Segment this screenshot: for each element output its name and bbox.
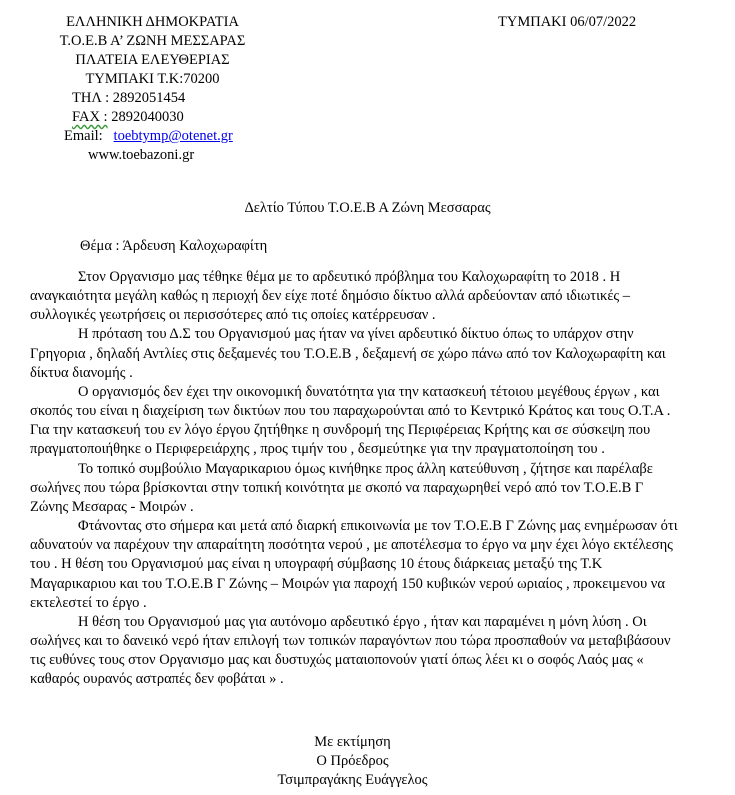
signature-name: Τσιμπραγάκης Ευάγγελος — [277, 772, 428, 788]
fax-label: FAX : — [72, 109, 108, 125]
paragraph: Το τοπικό συμβούλιο Μαγαρικαριου όμως κινήθηκε προς άλλη κατεύθυνση , ζήτησε και παρέλαβε σωλήνες που τώρα βρίσκονται στην τοπική κοινότητα με σκοπό να παραχωρηθεί νερό από τον Τ.Ο.Ε.Β Γ Ζώνης Μεσαρας - Μοιρών . — [30, 460, 653, 515]
letterhead-email — [64, 127, 233, 146]
paragraph: Ο οργανισμός δεν έχει την οικονομική δυνατότητα για την κατασκευή τέτοιου μεγέθους έργων , και σκοπός του είναι η διαχείριση των δικτύων που του παραχωρούνται από το Κεντρικό Κράτος και τους Ο.Τ.Α . Για την κατασκευή του εν λόγο έργου ζητήθηκε η συνδρομή της Περιφέρειας Κρήτης και σε σύσκεψη που πραγματοποιήθηκε ο Περιφερειάρχης , προς τιμήν του , δεσμεύτηκε για την πραγματοποίηση του . — [30, 383, 671, 458]
letterhead-address: ΠΛΑΤΕΙΑ ΕΛΕΥΘΕΡΙΑΣ — [75, 52, 230, 68]
press-release-title: Δελτίο Τύπου Τ.Ο.Ε.Β Α Ζώνη Μεσσαρας — [244, 200, 491, 216]
place-and-date: ΤΥΜΠΑΚΙ 06/07/2022 — [498, 14, 637, 30]
phone-label: ΤΗΛ — [72, 90, 102, 106]
signature-role: Ο Πρόεδρος — [316, 753, 389, 769]
document-body — [30, 268, 680, 689]
letterhead-republic: ΕΛΛΗΝΙΚΗ ΔΗΜΟΚΡΑΤΙΑ — [66, 14, 239, 30]
paragraph: Φτάνοντας στο σήμερα και μετά από διαρκή επικοινωνία με τον Τ.Ο.Ε.Β Γ Ζώνης μας ενημέρωσαν ότι αδυνατούν να παρέχουν την απαραίτητη ποσότητα νερού , με αποτέλεσμα το έργο να μην έχει λόγο εκτέλεσης του . Η θέση του Οργανισμού μας είναι η υπογραφή σύμβασης 10 έτους διάρκειας μεταξύ της Τ.Κ Μαγαρικαριου και του Τ.Ο.Ε.Β Γ Ζώνης – Μοιρών για παροχή 150 κυβικών νερού ωριαίος , προκειμενου να εκτελεστεί το έργο . — [30, 518, 678, 611]
paragraph: Η πρόταση του Δ.Σ του Οργανισμού μας ήταν να γίνει αρδευτικό δίκτυο όπως το υπάρχον στην Γρηγορια , δηλαδή Αντλίες στις δεξαμενές του Τ.Ο.Ε.Β , δεξαμενή σε χώρο πάνω από τον Καλοχωραφίτη και δίκτυα διανομής . — [30, 326, 666, 381]
signature-closing: Με εκτίμηση — [314, 734, 391, 750]
email-label: Email: — [64, 128, 103, 144]
paragraph: Στον Οργανισμο μας τέθηκε θέμα με το αρδευτικό πρόβλημα του Καλοχωραφίτη το 2018 . Η αναγκαιότητα μεγάλη καθώς η περιοχή δεν είχε ποτέ δημόσιο δίκτυο αλλά αρδεύονταν από ιδιωτικές – συλλογικές γεωτρήσεις οι περισσότερες από τις οποίες κατέρρευσαν . — [30, 269, 631, 324]
letterhead-phone — [72, 89, 185, 108]
email-link[interactable]: toebtymp@otenet.gr — [113, 128, 233, 144]
paragraph: Η θέση του Οργανισμού μας για αυτόνομο αρδευτικό έργο , ήταν και παραμένει η μόνη λύση . Οι σωλήνες και το δανεικό νερό ήταν επιλογή των τοπικών παραγόντων που τώρα προσπαθούν να μεταβιβάσουν τις ευθύνες τους στον Οργανισμο μας και δυστυχώς ματαιοπονούν γιατί όπως λέει κι ο σοφός Λαός μας « καθαρός ουρανός αστραπές δεν φοβάται » . — [30, 613, 671, 688]
letterhead-website: www.toebazoni.gr — [88, 147, 195, 163]
subject-line: Θέμα : Άρδευση Καλοχωραφίτη — [80, 238, 268, 254]
letterhead-fax — [72, 108, 184, 127]
fax-number: 2892040030 — [107, 109, 184, 125]
letterhead-organization: Τ.Ο.Ε.Β Α’ ΖΩΝΗ ΜΕΣΣΑΡΑΣ — [59, 33, 246, 49]
phone-number: : 2892051454 — [101, 90, 186, 106]
letterhead-postal-code: ΤΥΜΠΑΚΙ Τ.Κ:70200 — [85, 71, 220, 87]
